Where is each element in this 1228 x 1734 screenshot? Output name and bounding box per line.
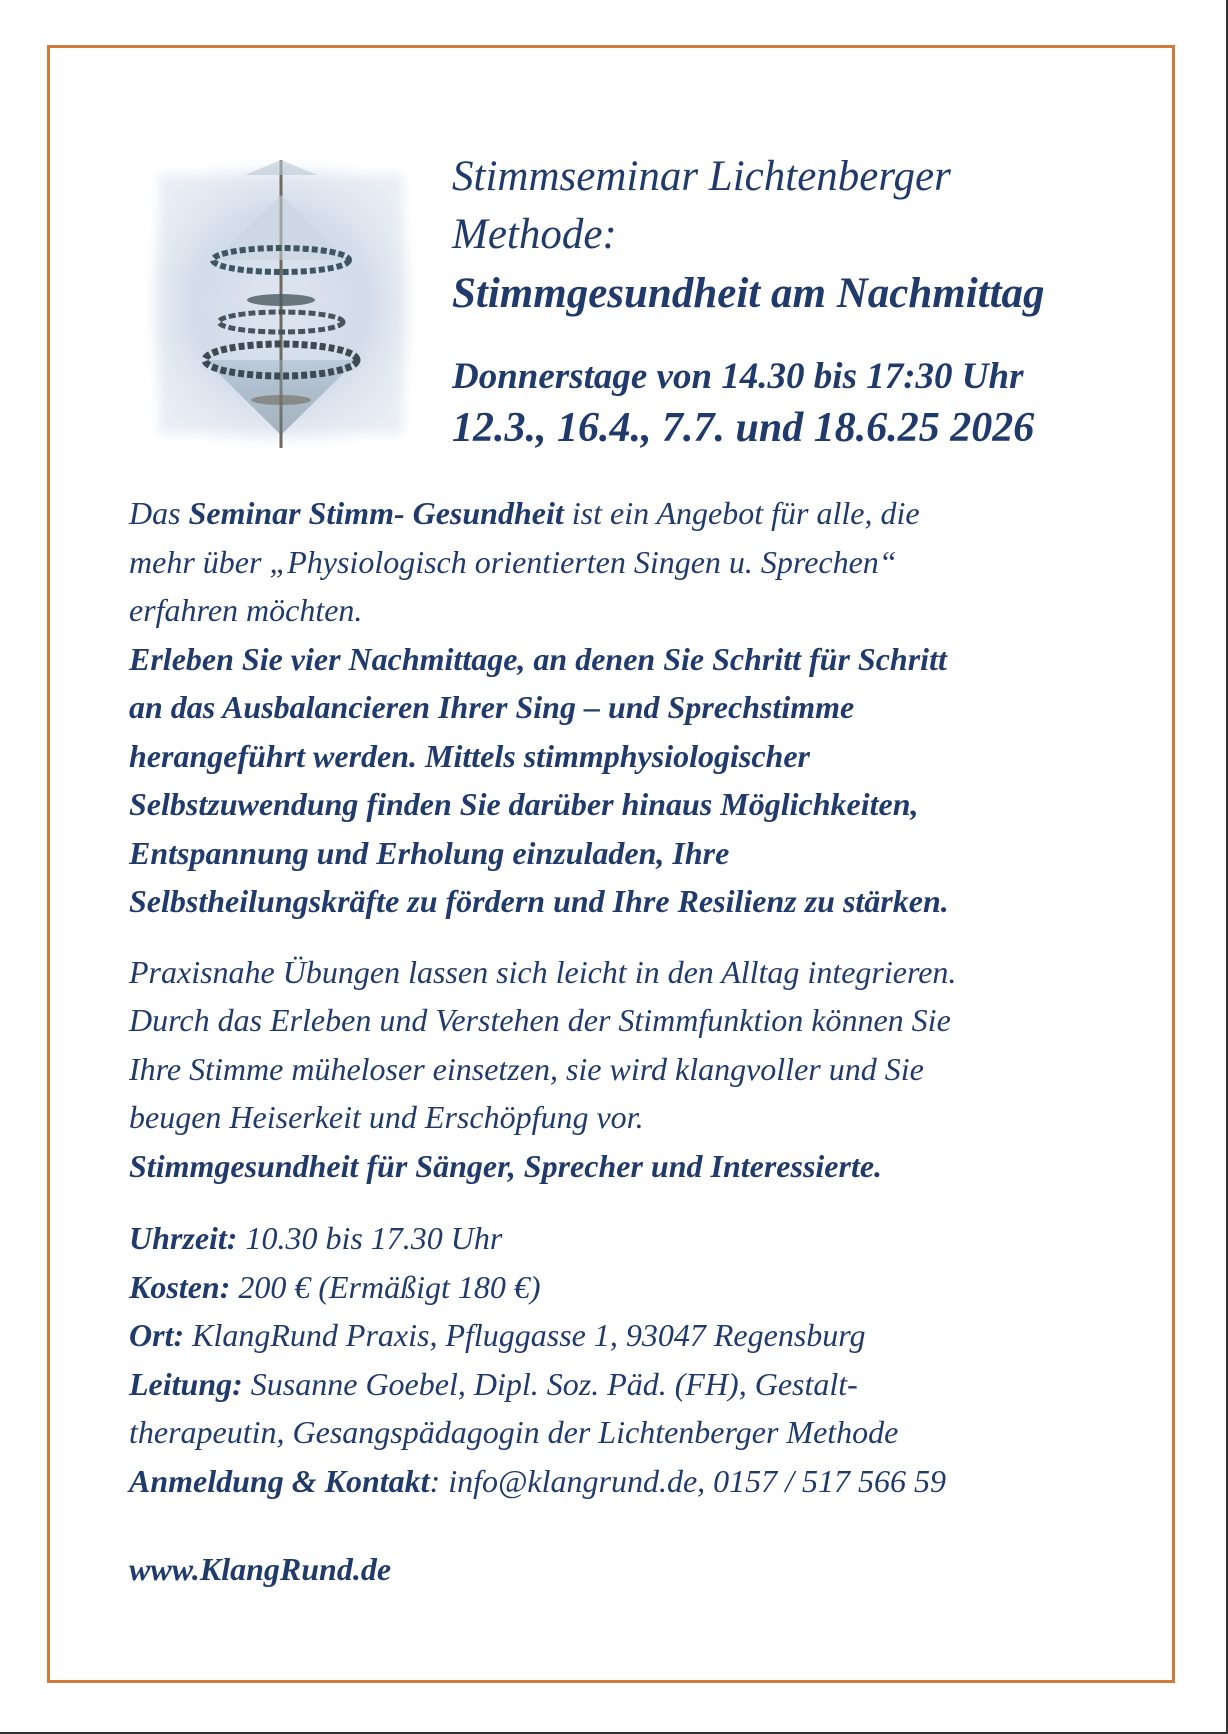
cost-label: Kosten:	[129, 1268, 231, 1305]
detail-time	[129, 1214, 1139, 1263]
intro-bold-line: Selbstheilungskräfte zu fördern und Ihre Resilienz zu stärken.	[129, 883, 949, 919]
intro-bold-line: an das Ausbalancieren Ihrer Sing – und Sprechstimme	[129, 689, 855, 725]
water-drop-vortex-icon	[145, 160, 417, 448]
lead-label: Leitung:	[129, 1365, 243, 1402]
place-label: Ort:	[129, 1317, 185, 1353]
title-block	[452, 148, 1172, 324]
detail-contact	[129, 1457, 1139, 1506]
website-link[interactable]: www.KlangRund.de	[129, 1551, 392, 1587]
time-label: Uhrzeit:	[129, 1220, 238, 1256]
cost-value: 200 € (Ermäßigt 180 €)	[230, 1268, 541, 1305]
time-value: 10.30 bis 17.30 Uhr	[237, 1220, 503, 1256]
intro-text-a: Das	[129, 495, 189, 531]
intro-line-1	[129, 489, 1139, 538]
practice-line: beugen Heiserkeit und Erschöpfung vor.	[129, 1099, 644, 1135]
practice-bold-line: Stimmgesundheit für Sänger, Sprecher und Interessierte.	[129, 1147, 883, 1184]
dates-block	[452, 352, 1172, 454]
intro-bold-line: Erleben Sie vier Nachmittage, an denen Sie Schritt für Schritt	[129, 640, 947, 677]
dates-line-2: 12.3., 16.4., 7.7. und 18.6.25 2026	[452, 405, 1035, 451]
lead-value-1: Susanne Goebel, Dipl. Soz. Päd. (FH), Gestalt-	[242, 1365, 858, 1402]
detail-lead	[129, 1360, 1139, 1409]
intro-bold-line: herangeführt werden. Mittels stimmphysiologischer	[129, 737, 810, 774]
intro-bold-line: Selbstzuwendung finden Sie darüber hinaus Möglichkeiten,	[129, 786, 919, 822]
intro-seminar-name: Seminar Stimm- Gesundheit	[188, 495, 564, 531]
practice-line: Ihre Stimme müheloser einsetzen, sie wird klangvoller und Sie	[129, 1050, 924, 1087]
practice-line: Durch das Erleben und Verstehen der Stimmfunktion können Sie	[129, 1002, 951, 1038]
detail-cost	[129, 1263, 1139, 1312]
intro-line-3: erfahren möchten.	[129, 592, 363, 628]
intro-bold-line: Entspannung und Erholung einzuladen, Ihre	[129, 834, 730, 871]
title-line-3: Stimmgesundheit am Nachmittag	[452, 270, 1045, 317]
intro-line-2: mehr über „Physiologisch orientierten Singen u. Sprechen“	[129, 543, 897, 580]
title-line-2: Methode:	[452, 211, 617, 258]
dates-line-1: Donnerstage von 14.30 bis 17:30 Uhr	[452, 356, 1024, 397]
detail-lead-cont: therapeutin, Gesangspädagogin der Lichtenberger Methode	[129, 1414, 899, 1450]
contact-value[interactable]: : info@klangrund.de, 0157 / 517 566 59	[429, 1462, 947, 1499]
intro-text-c: ist ein Angebot für alle, die	[563, 495, 920, 531]
body-text	[129, 489, 1139, 1594]
practice-line: Praxisnahe Übungen lassen sich leicht in den Alltag integrieren.	[129, 953, 957, 990]
title-line-1: Stimmseminar Lichtenberger	[452, 153, 951, 200]
contact-label: Anmeldung & Kontakt	[129, 1462, 430, 1499]
place-value: KlangRund Praxis, Pfluggasse 1, 93047 Regensburg	[184, 1317, 866, 1353]
detail-place	[129, 1311, 1139, 1360]
